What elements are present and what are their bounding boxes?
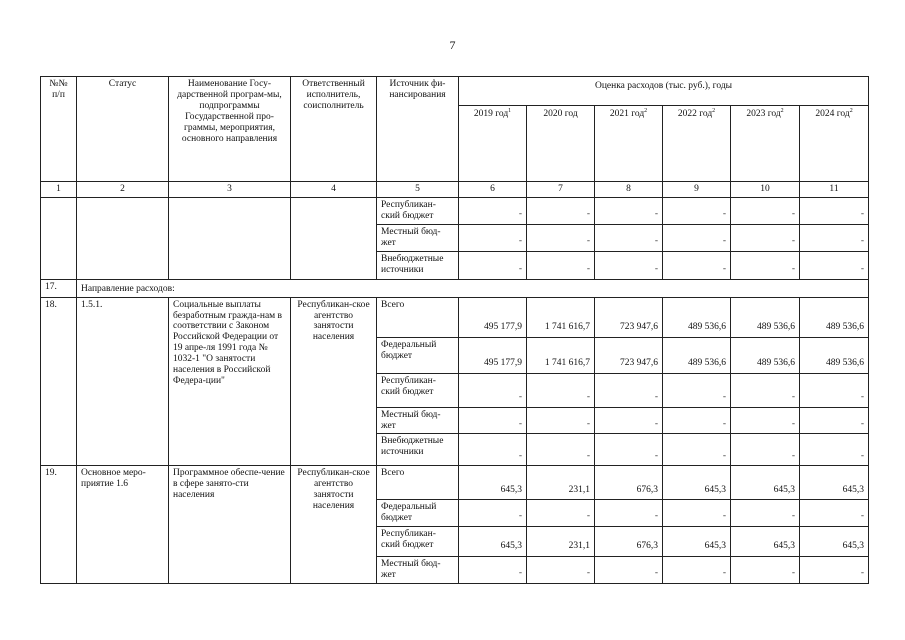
source-cell: Федеральный бюджет (377, 337, 459, 373)
value-cell: 231,1 (527, 527, 595, 557)
value-cell: - (527, 434, 595, 466)
value-cell: - (663, 557, 731, 584)
year-label: 2021 год (609, 109, 645, 120)
column-number: 11 (800, 182, 869, 198)
value-cell: - (663, 434, 731, 466)
value-cell: - (595, 434, 663, 466)
column-number: 10 (731, 182, 800, 198)
value-cell: - (663, 407, 731, 434)
name-cell (169, 197, 291, 279)
status-cell (77, 197, 169, 279)
value-cell: 1 741 616,7 (527, 297, 595, 337)
column-number: 6 (459, 182, 527, 198)
source-cell: Местный бюд-жет (377, 557, 459, 584)
value-cell: 645,3 (663, 527, 731, 557)
value-cell: 495 177,9 (459, 337, 527, 373)
value-cell: - (731, 224, 800, 251)
value-cell: 645,3 (731, 466, 800, 500)
footnote-mark: 2 (780, 108, 784, 115)
year-label: 2022 год (677, 109, 713, 120)
value-cell: - (731, 434, 800, 466)
row-number: 19. (41, 466, 77, 584)
value-cell: - (800, 373, 869, 407)
value-cell: - (800, 197, 869, 224)
value-cell: 495 177,9 (459, 297, 527, 337)
name-cell: Социальные выплаты безработным гражда-нам в соответствии с Законом Российской Федерации от 19 апре-ля 1991 года № 1032-1 "О занятости населения в Российской Федера-ции" (169, 297, 291, 466)
value-cell: - (663, 197, 731, 224)
column-number: 1 (41, 182, 77, 198)
year-label: 2023 год (746, 109, 781, 120)
value-cell: - (800, 224, 869, 251)
table-row-19 (41, 466, 869, 500)
footnote-mark: 2 (712, 108, 716, 115)
value-cell: - (800, 557, 869, 584)
executor-cell: Республикан-ское агентство занятости населения (291, 297, 377, 466)
value-cell: - (527, 557, 595, 584)
source-cell: Республикан-ский бюджет (377, 373, 459, 407)
name-cell: Программное обеспе-чение в сфере занято-сти населения (169, 466, 291, 584)
value-cell: 645,3 (459, 466, 527, 500)
expense-direction-label: Направление расходов: (77, 279, 869, 297)
value-cell: - (663, 373, 731, 407)
year-label: 2020 год (543, 109, 578, 120)
value-cell: 645,3 (459, 527, 527, 557)
header-year-6 (800, 106, 869, 182)
value-cell: 489 536,6 (800, 297, 869, 337)
source-cell: Внебюджетные источники (377, 434, 459, 466)
value-cell: - (595, 224, 663, 251)
header-name: Наименование Госу-дарственной програм-мы, подпрограммы Государственной про-граммы, мероприятия, основного направления (169, 77, 291, 182)
table-row-17 (41, 279, 869, 297)
value-cell: - (663, 251, 731, 279)
value-cell: - (800, 500, 869, 527)
value-cell: - (731, 251, 800, 279)
value-cell: 489 536,6 (663, 297, 731, 337)
value-cell: - (459, 434, 527, 466)
executor-cell: Республикан-ское агентство занятости населения (291, 466, 377, 584)
value-cell: - (459, 373, 527, 407)
year-label: 2024 год (815, 109, 850, 120)
header-row (41, 77, 869, 106)
footnote-mark: 1 (508, 108, 512, 115)
value-cell: - (527, 407, 595, 434)
value-cell: - (527, 373, 595, 407)
executor-cell (291, 197, 377, 279)
value-cell: - (459, 251, 527, 279)
column-number: 7 (527, 182, 595, 198)
value-cell: 645,3 (800, 466, 869, 500)
value-cell: - (731, 557, 800, 584)
value-cell: - (595, 557, 663, 584)
value-cell: 489 536,6 (731, 297, 800, 337)
value-cell: - (663, 224, 731, 251)
value-cell: 676,3 (595, 527, 663, 557)
continuation-row (41, 197, 869, 224)
row-number (41, 197, 77, 279)
value-cell: - (595, 251, 663, 279)
value-cell: - (459, 500, 527, 527)
value-cell: 645,3 (731, 527, 800, 557)
value-cell: - (731, 500, 800, 527)
value-cell: - (800, 434, 869, 466)
value-cell: - (527, 500, 595, 527)
value-cell: - (459, 197, 527, 224)
status-cell: 1.5.1. (77, 297, 169, 466)
value-cell: - (527, 224, 595, 251)
value-cell: - (595, 500, 663, 527)
value-cell: 676,3 (595, 466, 663, 500)
header-executor: Ответственный исполнитель, соисполнитель (291, 77, 377, 182)
header-status: Статус (77, 77, 169, 182)
value-cell: 723 947,6 (595, 297, 663, 337)
source-cell: Всего (377, 297, 459, 337)
column-numbers-row (41, 182, 869, 198)
page-number: 7 (449, 38, 456, 52)
value-cell: - (527, 251, 595, 279)
value-cell: - (459, 224, 527, 251)
value-cell: - (595, 197, 663, 224)
column-number: 2 (77, 182, 169, 198)
status-cell: Основное меро-приятие 1.6 (77, 466, 169, 584)
value-cell: - (731, 197, 800, 224)
value-cell: - (459, 407, 527, 434)
value-cell: - (731, 373, 800, 407)
value-cell: 489 536,6 (800, 337, 869, 373)
row-number: 17. (41, 279, 77, 297)
header-source: Источник фи-нансирования (377, 77, 459, 182)
header-year-4 (663, 106, 731, 182)
value-cell: 231,1 (527, 466, 595, 500)
column-number: 8 (595, 182, 663, 198)
source-cell: Федеральный бюджет (377, 500, 459, 527)
year-label: 2019 год (473, 109, 509, 120)
source-cell: Внебюджетные источники (377, 251, 459, 279)
header-num: №№ п/п (41, 77, 77, 182)
expense-table (40, 76, 869, 584)
row-number: 18. (41, 297, 77, 466)
source-cell: Республикан-ский бюджет (377, 197, 459, 224)
column-number: 5 (377, 182, 459, 198)
header-year-2 (527, 106, 595, 182)
footnote-mark: 2 (849, 108, 853, 115)
value-cell: 645,3 (800, 527, 869, 557)
value-cell: - (595, 407, 663, 434)
value-cell: 489 536,6 (663, 337, 731, 373)
value-cell: 645,3 (663, 466, 731, 500)
source-cell: Местный бюд-жет (377, 407, 459, 434)
value-cell: 723 947,6 (595, 337, 663, 373)
column-number: 9 (663, 182, 731, 198)
value-cell: 489 536,6 (731, 337, 800, 373)
header-estimate: Оценка расходов (тыс. руб.), годы (459, 77, 869, 106)
value-cell: - (459, 557, 527, 584)
column-number: 3 (169, 182, 291, 198)
value-cell: - (527, 197, 595, 224)
table-row-18 (41, 297, 869, 337)
header-year-3 (595, 106, 663, 182)
header-year-1 (459, 106, 527, 182)
value-cell: 1 741 616,7 (527, 337, 595, 373)
value-cell: - (663, 500, 731, 527)
source-cell: Всего (377, 466, 459, 500)
value-cell: - (800, 251, 869, 279)
header-year-5 (731, 106, 800, 182)
value-cell: - (800, 407, 869, 434)
column-number: 4 (291, 182, 377, 198)
value-cell: - (595, 373, 663, 407)
source-cell: Местный бюд-жет (377, 224, 459, 251)
source-cell: Республикан-ский бюджет (377, 527, 459, 557)
value-cell: - (731, 407, 800, 434)
footnote-mark: 2 (644, 108, 648, 115)
